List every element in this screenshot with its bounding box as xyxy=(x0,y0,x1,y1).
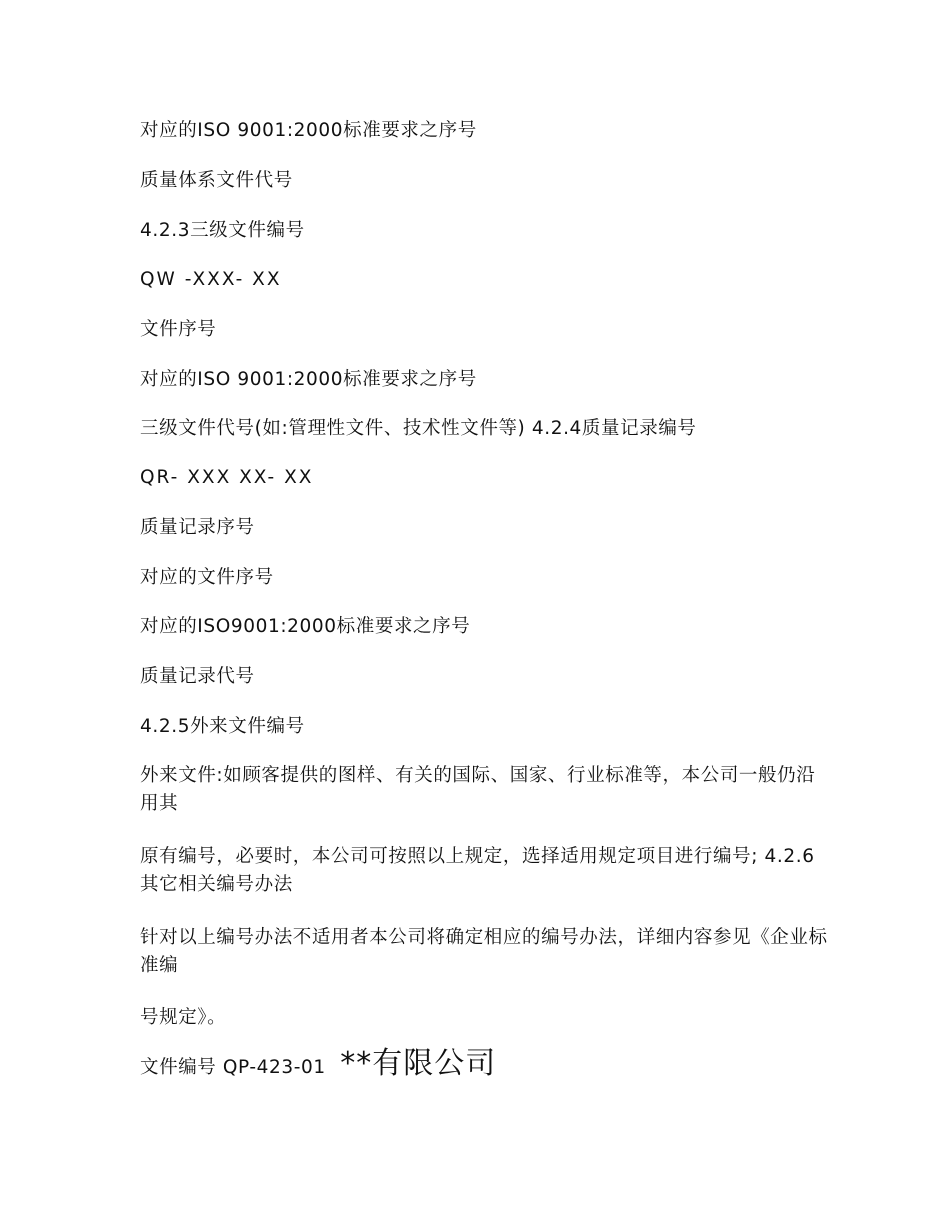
text-line: 质量体系文件代号 xyxy=(140,170,293,191)
text-line: 对应的ISO 9001:2000标准要求之序号 xyxy=(140,120,477,141)
text-line: 质量记录代号 xyxy=(140,666,255,687)
section-heading: 4.2.5外来文件编号 xyxy=(140,716,305,737)
paragraph: 原有编号，必要时，本公司可按照以上规定，选择适用规定项目进行编号; 4.2.6其它相关编号办法 xyxy=(140,846,815,895)
text-line: 质量记录序号 xyxy=(140,517,255,538)
paragraph: 针对以上编号办法不适用者本公司将确定相应的编号办法，详细内容参见《企业标准编 xyxy=(140,927,828,976)
company-name: **有限公司 xyxy=(340,1046,497,1081)
text-line: 对应的ISO9001:2000标准要求之序号 xyxy=(140,616,471,637)
text-line: 文件序号 xyxy=(140,319,217,340)
section-heading: 4.2.3三级文件编号 xyxy=(140,220,305,241)
document-page xyxy=(140,0,830,1230)
paragraph: 外来文件:如顾客提供的图样、有关的国际、国家、行业标准等，本公司一般仍沿用其 xyxy=(140,765,816,814)
text-line: 号规定》。 xyxy=(140,1007,227,1028)
doc-number: 文件编号 QP-423-01 xyxy=(140,1057,326,1078)
text-line: 对应的文件序号 xyxy=(140,567,274,588)
code-format: QR- XXX XX- XX xyxy=(140,467,314,488)
code-format: QW -XXX- XX xyxy=(140,269,282,290)
text-line: 三级文件代号(如:管理性文件、技术性文件等) 4.2.4质量记录编号 xyxy=(140,418,697,439)
footer xyxy=(140,1046,497,1081)
text-line: 对应的ISO 9001:2000标准要求之序号 xyxy=(140,369,477,390)
